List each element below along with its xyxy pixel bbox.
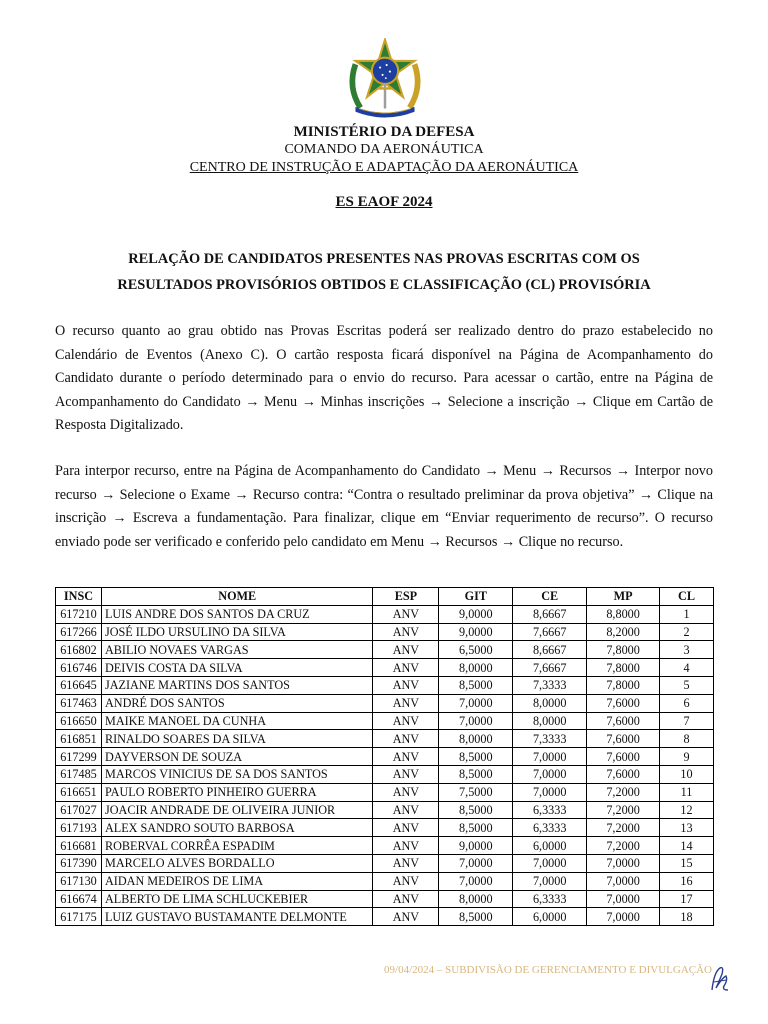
cell-cl: 16: [660, 872, 714, 890]
table-row: [56, 801, 714, 819]
cell-git: 7,0000: [439, 854, 513, 872]
cell-esp: ANV: [373, 659, 439, 677]
cell-git: 8,5000: [439, 676, 513, 694]
header-esp: ESP: [373, 588, 439, 606]
cell-esp: ANV: [373, 890, 439, 908]
cell-cl: 3: [660, 641, 714, 659]
table-row: [56, 676, 714, 694]
cell-mp: 7,8000: [587, 659, 660, 677]
cell-git: 9,0000: [439, 605, 513, 623]
cell-insc: 617299: [56, 748, 102, 766]
exam-title: ES EAOF 2024: [335, 194, 433, 210]
table-row: [56, 890, 714, 908]
cell-insc: 616681: [56, 837, 102, 855]
cell-esp: ANV: [373, 623, 439, 641]
table-row: [56, 819, 714, 837]
cell-git: 8,5000: [439, 908, 513, 926]
cell-insc: 617193: [56, 819, 102, 837]
cell-ce: 6,3333: [513, 819, 587, 837]
table-row: [56, 712, 714, 730]
results-table-body: [56, 605, 714, 925]
cell-ce: 7,0000: [513, 783, 587, 801]
cell-esp: ANV: [373, 783, 439, 801]
cell-insc: 616802: [56, 641, 102, 659]
header-insc: INSC: [56, 588, 102, 606]
cell-ce: 6,3333: [513, 801, 587, 819]
cell-git: 8,0000: [439, 730, 513, 748]
cell-cl: 7: [660, 712, 714, 730]
paragraph-card-access: O recurso quanto ao grau obtido nas Provas Escritas poderá ser realizado dentro do prazo estabelecido no Calendário de Eventos (Anexo C). O cartão resposta ficará disponível na Página de Acompanhamento do Candidato durante o período determinado para o envio do recurso. Para acessar o cartão, entre na Página de Acompanhamento do Candidato → Menu → Minhas inscrições → Selecione a inscrição → Clique em Cartão de Resposta Digitalizado.: [55, 323, 713, 433]
cell-ce: 6,3333: [513, 890, 587, 908]
cell-mp: 7,2000: [587, 819, 660, 837]
cell-mp: 7,0000: [587, 872, 660, 890]
cell-mp: 7,2000: [587, 837, 660, 855]
cell-nome: AIDAN MEDEIROS DE LIMA: [101, 872, 372, 890]
cell-nome: ALBERTO DE LIMA SCHLUCKEBIER: [101, 890, 372, 908]
cell-nome: ALEX SANDRO SOUTO BARBOSA: [101, 819, 372, 837]
cell-nome: ROBERVAL CORRÊA ESPADIM: [101, 837, 372, 855]
cell-esp: ANV: [373, 854, 439, 872]
cell-ce: 6,0000: [513, 837, 587, 855]
cell-ce: 8,6667: [513, 605, 587, 623]
cell-git: 7,0000: [439, 694, 513, 712]
brazil-coat-of-arms-icon: [344, 38, 426, 120]
table-header-row: [56, 588, 714, 606]
cell-insc: 616650: [56, 712, 102, 730]
cell-insc: 617210: [56, 605, 102, 623]
table-row: [56, 854, 714, 872]
cell-nome: PAULO ROBERTO PINHEIRO GUERRA: [101, 783, 372, 801]
header-cl: CL: [660, 588, 714, 606]
cell-mp: 7,6000: [587, 694, 660, 712]
cell-ce: 7,6667: [513, 623, 587, 641]
cell-mp: 8,2000: [587, 623, 660, 641]
cell-esp: ANV: [373, 641, 439, 659]
cell-cl: 14: [660, 837, 714, 855]
ministry-heading: MINISTÉRIO DA DEFESA: [293, 124, 475, 140]
cell-insc: 617027: [56, 801, 102, 819]
cell-cl: 6: [660, 694, 714, 712]
cell-cl: 5: [660, 676, 714, 694]
header-git: GIT: [439, 588, 513, 606]
table-row: [56, 641, 714, 659]
footer-text: 09/04/2024 – SUBDIVISÃO DE GERENCIAMENTO E DIVULGAÇÃO: [384, 964, 712, 976]
table-row: [56, 659, 714, 677]
cell-esp: ANV: [373, 694, 439, 712]
cell-esp: ANV: [373, 712, 439, 730]
cell-cl: 10: [660, 765, 714, 783]
cell-insc: 617266: [56, 623, 102, 641]
cell-esp: ANV: [373, 605, 439, 623]
table-row: [56, 623, 714, 641]
cell-git: 7,0000: [439, 712, 513, 730]
cell-cl: 1: [660, 605, 714, 623]
cell-ce: 7,0000: [513, 854, 587, 872]
cell-mp: 7,2000: [587, 801, 660, 819]
cell-mp: 7,6000: [587, 748, 660, 766]
cell-esp: ANV: [373, 730, 439, 748]
title-line-2: RESULTADOS PROVISÓRIOS OBTIDOS E CLASSIFICAÇÃO (CL) PROVISÓRIA: [117, 277, 651, 293]
cell-cl: 4: [660, 659, 714, 677]
cell-git: 8,5000: [439, 819, 513, 837]
table-row: [56, 783, 714, 801]
cell-mp: 7,6000: [587, 712, 660, 730]
cell-insc: 616746: [56, 659, 102, 677]
table-row: [56, 748, 714, 766]
cell-nome: DAYVERSON DE SOUZA: [101, 748, 372, 766]
cell-nome: ANDRÉ DOS SANTOS: [101, 694, 372, 712]
cell-mp: 7,6000: [587, 730, 660, 748]
cell-git: 9,0000: [439, 623, 513, 641]
cell-nome: JAZIANE MARTINS DOS SANTOS: [101, 676, 372, 694]
header-mp: MP: [587, 588, 660, 606]
cell-git: 7,0000: [439, 872, 513, 890]
cell-cl: 18: [660, 908, 714, 926]
cell-ce: 7,0000: [513, 765, 587, 783]
document-title: [0, 246, 768, 298]
cell-mp: 7,0000: [587, 854, 660, 872]
cell-ce: 7,3333: [513, 730, 587, 748]
cell-mp: 7,0000: [587, 890, 660, 908]
cell-esp: ANV: [373, 819, 439, 837]
cell-cl: 17: [660, 890, 714, 908]
cell-cl: 15: [660, 854, 714, 872]
cell-nome: RINALDO SOARES DA SILVA: [101, 730, 372, 748]
paragraph-appeal-instructions: Para interpor recurso, entre na Página de Acompanhamento do Candidato → Menu → Recursos → Interpor novo recurso → Selecione o Exame → Recurso contra: “Contra o resultado preliminar da prova objetiva” → Clique na inscrição → Escreva a fundamentação. Para finalizar, clique em “Enviar requerimento de recurso”. O recurso enviado pode ser verificado e conferido pelo candidato em Menu → Recursos → Clique no recurso.: [55, 463, 713, 550]
table-row: [56, 908, 714, 926]
cell-cl: 13: [660, 819, 714, 837]
table-row: [56, 837, 714, 855]
cell-mp: 7,8000: [587, 676, 660, 694]
cell-mp: 7,8000: [587, 641, 660, 659]
cell-cl: 9: [660, 748, 714, 766]
header-ce: CE: [513, 588, 587, 606]
cell-ce: 7,6667: [513, 659, 587, 677]
cell-nome: JOSÉ ILDO URSULINO DA SILVA: [101, 623, 372, 641]
cell-esp: ANV: [373, 676, 439, 694]
cell-git: 8,5000: [439, 765, 513, 783]
cell-git: 7,5000: [439, 783, 513, 801]
header-nome: NOME: [101, 588, 372, 606]
cell-git: 9,0000: [439, 837, 513, 855]
cell-mp: 8,8000: [587, 605, 660, 623]
cell-esp: ANV: [373, 908, 439, 926]
cell-insc: 616651: [56, 783, 102, 801]
cell-ce: 6,0000: [513, 908, 587, 926]
title-line-1: RELAÇÃO DE CANDIDATOS PRESENTES NAS PROVAS ESCRITAS COM OS: [128, 251, 640, 267]
cell-insc: 616645: [56, 676, 102, 694]
cell-ce: 7,3333: [513, 676, 587, 694]
cell-cl: 11: [660, 783, 714, 801]
cell-ce: 8,6667: [513, 641, 587, 659]
cell-cl: 8: [660, 730, 714, 748]
cell-nome: LUIZ GUSTAVO BUSTAMANTE DELMONTE: [101, 908, 372, 926]
table-row: [56, 694, 714, 712]
cell-git: 8,0000: [439, 659, 513, 677]
cell-nome: ABILIO NOVAES VARGAS: [101, 641, 372, 659]
cell-ce: 7,0000: [513, 872, 587, 890]
cell-nome: MARCELO ALVES BORDALLO: [101, 854, 372, 872]
cell-esp: ANV: [373, 837, 439, 855]
cell-esp: ANV: [373, 765, 439, 783]
cell-mp: 7,2000: [587, 783, 660, 801]
table-row: [56, 605, 714, 623]
cell-git: 8,5000: [439, 801, 513, 819]
cell-insc: 617175: [56, 908, 102, 926]
cell-insc: 616674: [56, 890, 102, 908]
cell-nome: DEIVIS COSTA DA SILVA: [101, 659, 372, 677]
cell-ce: 8,0000: [513, 694, 587, 712]
cell-insc: 616851: [56, 730, 102, 748]
cell-esp: ANV: [373, 872, 439, 890]
cell-git: 6,5000: [439, 641, 513, 659]
table-row: [56, 730, 714, 748]
command-heading: COMANDO DA AERONÁUTICA: [284, 142, 484, 157]
cell-ce: 7,0000: [513, 748, 587, 766]
cell-nome: JOACIR ANDRADE DE OLIVEIRA JUNIOR: [101, 801, 372, 819]
cell-git: 8,0000: [439, 890, 513, 908]
cell-insc: 617485: [56, 765, 102, 783]
cell-git: 8,5000: [439, 748, 513, 766]
cell-esp: ANV: [373, 748, 439, 766]
cell-insc: 617463: [56, 694, 102, 712]
cell-esp: ANV: [373, 801, 439, 819]
cell-nome: LUIS ANDRE DOS SANTOS DA CRUZ: [101, 605, 372, 623]
cell-insc: 617390: [56, 854, 102, 872]
results-table: [55, 587, 714, 926]
cell-nome: MAIKE MANOEL DA CUNHA: [101, 712, 372, 730]
cell-cl: 12: [660, 801, 714, 819]
cell-mp: 7,6000: [587, 765, 660, 783]
cell-nome: MARCOS VINICIUS DE SA DOS SANTOS: [101, 765, 372, 783]
cell-mp: 7,0000: [587, 908, 660, 926]
cell-cl: 2: [660, 623, 714, 641]
cell-ce: 8,0000: [513, 712, 587, 730]
table-row: [56, 765, 714, 783]
table-row: [56, 872, 714, 890]
cell-insc: 617130: [56, 872, 102, 890]
signature-mark-icon: [708, 964, 732, 994]
center-heading: CENTRO DE INSTRUÇÃO E ADAPTAÇÃO DA AERONÁUTICA: [189, 160, 579, 175]
